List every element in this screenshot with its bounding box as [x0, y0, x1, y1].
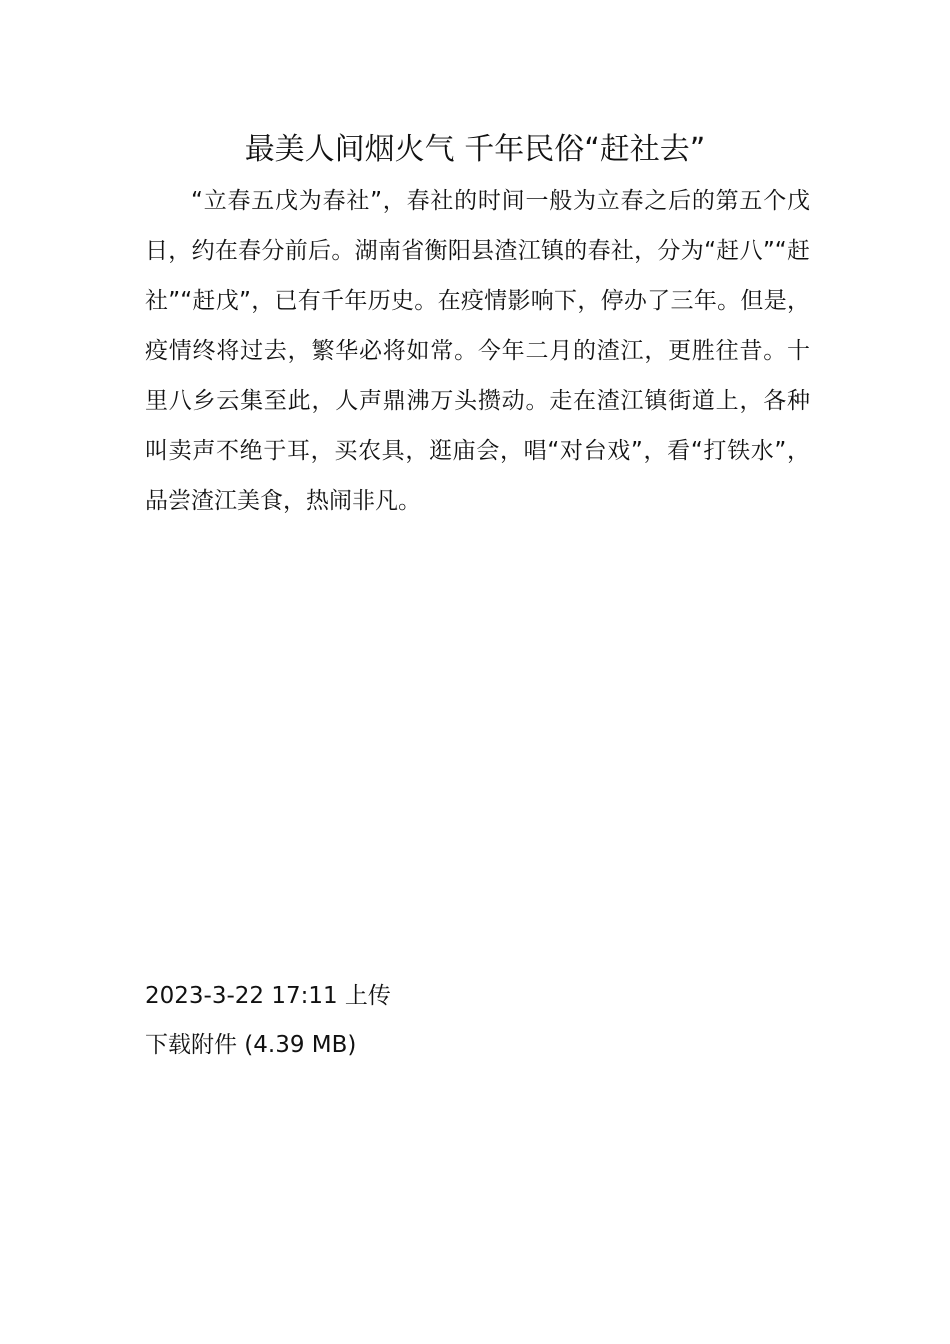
article-body: “立春五戊为春社”，春社的时间一般为立春之后的第五个戊日，约在春分前后。湖南省衡阳县渣江镇的春社，分为“赶八”“赶社”“赶戊”，已有千年历史。在疫情影响下，停办了三年。但是，疫情终将过去，繁华必将如常。今年二月的渣江，更胜往昔。十里八乡云集至此，人声鼎沸万头攒动。走在渣江镇街道上，各种叫卖声不绝于耳，买农具，逛庙会，唱“对台戏”，看“打铁水”，品尝渣江美食，热闹非凡。	[145, 188, 810, 514]
upload-timestamp: 2023-3-22 17:11 上传	[145, 983, 391, 1009]
article-title: 最美人间烟火气 千年民俗“赶社去”	[244, 132, 706, 167]
download-attachment-link[interactable]: 下载附件 (4.39 MB)	[145, 1032, 357, 1058]
